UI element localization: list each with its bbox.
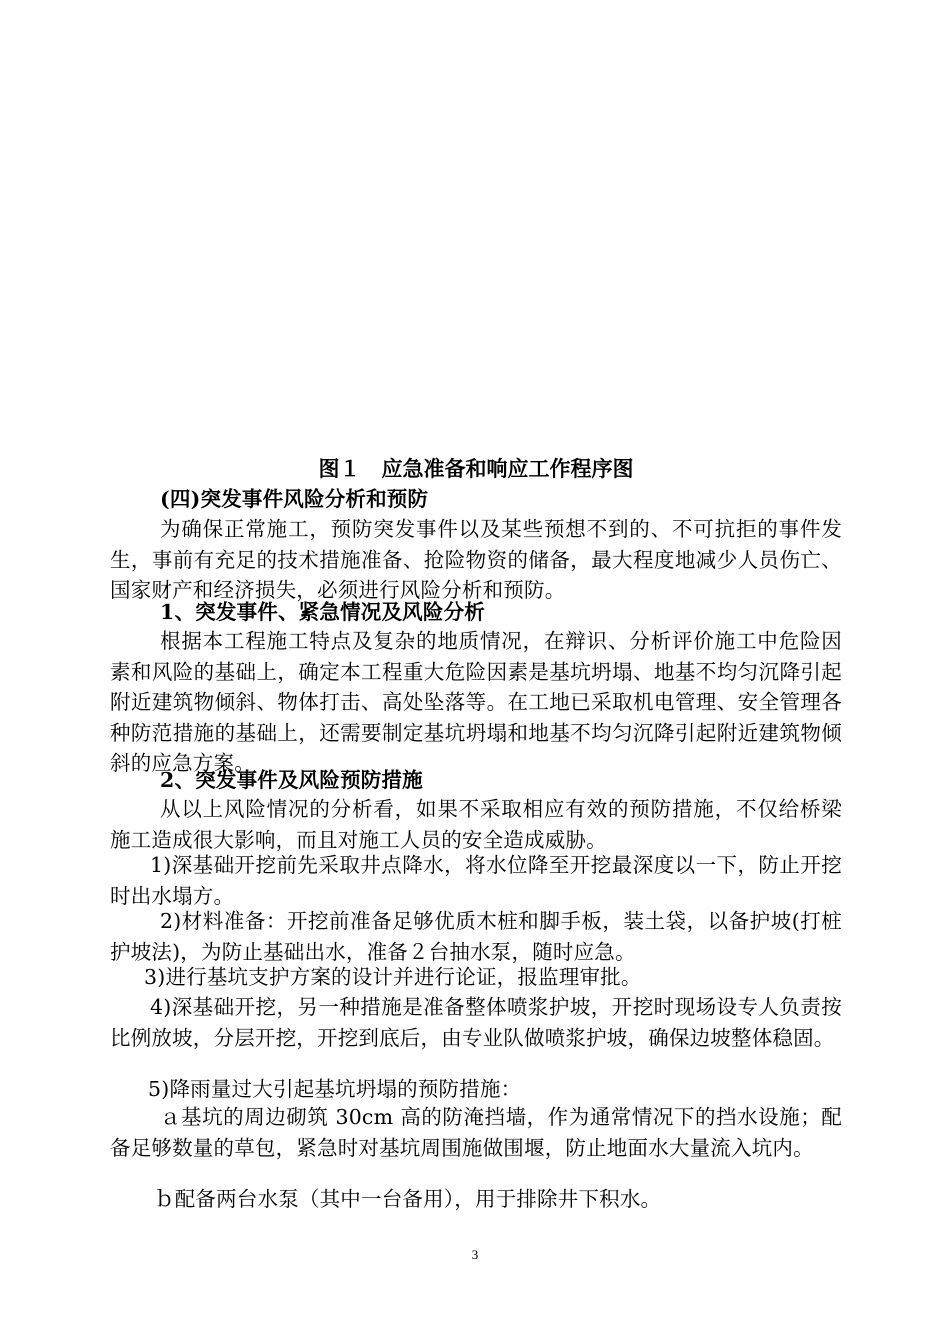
item-4-block: [110, 992, 842, 1053]
subsection-2-paragraph: 从以上风险情况的分析看，如果不采取相应有效的预防措施，不仅给桥梁施工造成很大影响，而且对施工人员的安全造成威胁。: [110, 797, 842, 852]
subsection-1-body-block: [110, 626, 842, 779]
item-5-block: [110, 1074, 842, 1105]
item-1-block: [110, 850, 842, 911]
list-item: 1)深基础开挖前先采取井点降水，将水位降至开挖最深度以一下，防止开挖时出水塌方。: [110, 853, 842, 908]
item-3-block: [110, 962, 842, 993]
sub-item-a-block: [110, 1102, 842, 1163]
item-2-block: [110, 906, 842, 967]
subsection-1-title: 1、突发事件、紧急情况及风险分析: [160, 600, 485, 624]
section-title: (四)突发事件风险分析和预防: [160, 487, 429, 511]
subsection-2-heading-block: [110, 765, 842, 796]
subsection-2-body-block: [110, 794, 842, 855]
list-item: 3)进行基坑支护方案的设计并进行论证，报监理审批。: [144, 965, 642, 989]
sub-item-b-block: [110, 1184, 842, 1215]
intro-block: [110, 514, 842, 606]
list-item: 5)降雨量过大引起基坑坍塌的预防措施：: [148, 1077, 522, 1101]
page-number: 3: [471, 1247, 479, 1262]
list-item: 2)材料准备：开挖前准备足够优质木桩和脚手板，装土袋，以备护坡(打桩护坡法)，为防止基础出水，准备２台抽水泵，随时应急。: [110, 909, 842, 964]
sub-list-item: ｂ配备两台水泵（其中一台备用），用于排除井下积水。: [154, 1187, 662, 1211]
subsection-2-title: 2、突发事件及风险预防措施: [160, 768, 423, 792]
sub-list-item: ａ基坑的周边砌筑 30cm 高的防淹挡墙，作为通常情况下的挡水设施；配备足够数量的草包，紧急时对基坑周围施做围堰，防止地面水大量流入坑内。: [110, 1105, 842, 1160]
list-item: 4)深基础开挖，另一种措施是准备整体喷浆护坡，开挖时现场设专人负责按比例放坡，分层开挖，开挖到底后，由专业队做喷浆护坡，确保边坡整体稳固。: [110, 995, 842, 1050]
subsection-1-heading-block: [110, 597, 842, 628]
figure-caption: 图１ 应急准备和响应工作程序图: [318, 456, 634, 481]
subsection-1-paragraph: 根据本工程施工特点及复杂的地质情况，在辩识、分析评价施工中危险因素和风险的基础上，确定本工程重大危险因素是基坑坍塌、地基不均匀沉降引起附近建筑物倾斜、物体打击、高处坠落等。在工地已采取机电管理、安全管理各种防范措施的基础上，还需要制定基坑坍塌和地基不均匀沉降引起附近建筑物倾斜的应急方案。: [110, 629, 842, 775]
intro-paragraph: 为确保正常施工，预防突发事件以及某些预想不到的、不可抗拒的事件发生，事前有充足的技术措施准备、抢险物资的储备，最大程度地减少人员伤亡、国家财产和经济损失，必须进行风险分析和预防。: [110, 517, 842, 602]
section-heading-block: [110, 484, 842, 515]
